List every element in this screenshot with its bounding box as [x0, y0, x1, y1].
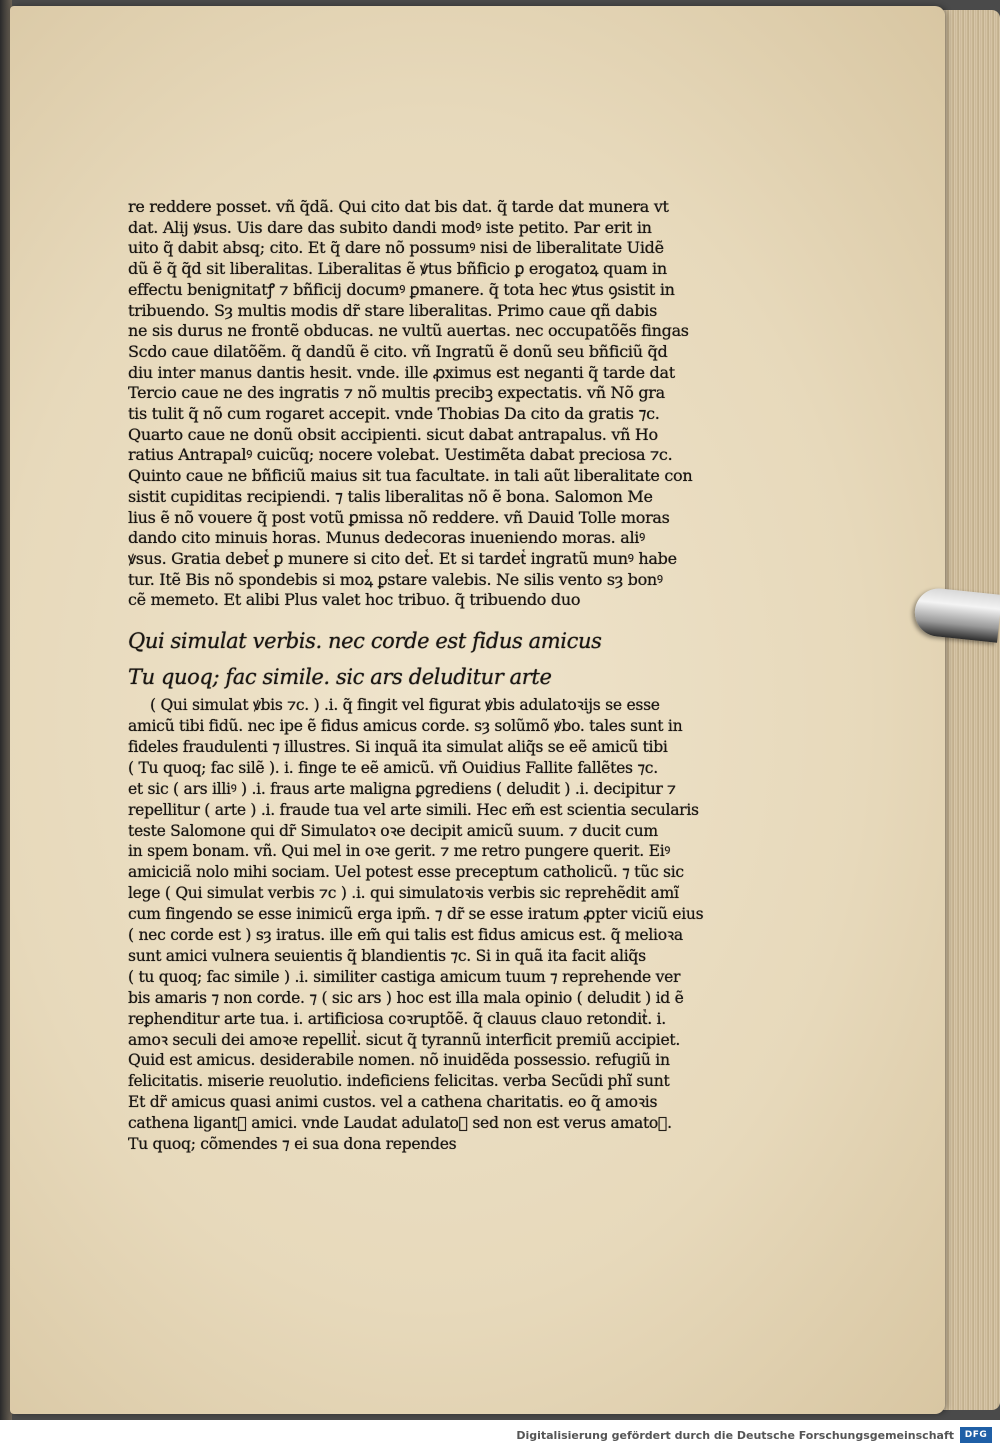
- text-line: Quarto caue ne donũ obsit accipienti. sicut dabat antrapalus. vñ Ho: [128, 424, 658, 444]
- text-line: dando cito minuis horas. Munus dedecoras inueniendo moras. aliꝰ: [128, 528, 645, 548]
- text-line: lius ẽ nõ vouere q̃ post votũ ꝑmissa nõ reddere. vñ Dauid Tolle moras: [128, 507, 670, 527]
- text-line: ( Tu quoq; fac silẽ ). i. finge te eẽ amicũ. vñ Ouidius Fallite fallẽtes ⁊c.: [128, 758, 658, 777]
- text-line: amicũ tibi fidũ. nec ipe ẽ fidus amicus corde. sȝ solũmõ ꝟbo. tales sunt in: [128, 716, 683, 735]
- text-line: repellitur ( arte ) .i. fraude tua vel arte simili. Hec em̃ est scientia secularis: [128, 800, 699, 819]
- text-line: Scdo caue dilatõẽm. q̃ dandũ ẽ cito. vñ Ingratũ ẽ donũ seu bñficiũ q̃d: [128, 341, 668, 361]
- text-line: tribuendo. Sȝ multis modis dr̃ stare liberalitas. Primo caue qñ dabis: [128, 300, 658, 320]
- text-line: Tu quoq; cõmendes ⁊ ei sua dona rependes: [128, 1135, 457, 1154]
- text-line: felicitatis. miserie reuolutio. indeficiens felicitas. verba Secũdi phĩ sunt: [128, 1072, 670, 1091]
- commentary-paragraph-2: [128, 695, 738, 1155]
- text-line: sistit cupiditas recipiendi. ⁊ talis liberalitas nõ ẽ bona. Salomon Me: [128, 486, 653, 506]
- text-line: cathena ligantᷣ amici. vnde Laudat adulatoꝛ sed non est verus amatoꝛ.: [128, 1114, 672, 1133]
- commentary-paragraph-1: [128, 197, 738, 611]
- text-line: teste Salomone qui dr̃ Simulatoꝛ oꝛe decipit amicũ suum. ⁊ ducit cum: [128, 821, 658, 840]
- text-line: tis tulit q̃ nõ cum rogaret accepit. vnde Thobias Da cito da gratis ⁊c.: [128, 404, 660, 424]
- text-line: in spem bonam. vñ. Qui mel in oꝛe gerit. ⁊ me retro pungere querit. Eiꝰ: [128, 842, 671, 861]
- verse-heading-1: Qui simulat verbis. nec corde est fidus amicus: [128, 629, 602, 654]
- text-line: Et dr̃ amicus quasi animi custos. vel a cathena charitatis. eo q̃ amoꝛis: [128, 1093, 658, 1112]
- text-line: dat. Alij ꝟsus. Uis dare das subito dandi modꝰ iste petito. Par erit in: [128, 217, 652, 237]
- text-line: diu inter manus dantis hesit. vnde. ille ꝓximus est neganti q̃ tarde dat: [128, 362, 675, 382]
- footer-bar: [0, 1420, 1000, 1448]
- text-line: ꝟsus. Gratia debetᷣ ꝑ munere si cito detᷣ. Et si tardetᷣ ingratũ munꝰ habe: [128, 548, 677, 568]
- text-line: amiciciã nolo mihi sociam. Uel potest esse preceptum catholicũ. ⁊ tũc sic: [128, 863, 684, 882]
- text-line: sunt amici vulnera seuientis q̃ blandientis ⁊c. Si in quã ita facit aliq̃s: [128, 946, 646, 965]
- text-line: effectu benignitatꝭ ⁊ bñficij documꝰ ꝑmanere. q̃ tota hec ꝟtus ꝯsistit in: [128, 279, 675, 299]
- text-line: re reddere posset. vñ q̃dã. Qui cito dat bis dat. q̃ tarde dat munera vt: [128, 197, 669, 216]
- digitization-credit: Digitalisierung gefördert durch die Deutsche Forschungsgemeinschaft: [516, 1429, 954, 1442]
- text-line: lege ( Qui simulat verbis ⁊c ) .i. qui simulatoꝛis verbis sic reprehẽdit amĩ: [128, 884, 679, 903]
- text-line: Tercio caue ne des ingratis ⁊ nõ multis precibꝫ expectatis. vñ Nõ gra: [128, 383, 665, 403]
- verse-heading-2: Tu quoq; fac simile. sic ars deluditur arte: [128, 665, 552, 690]
- text-line: uito q̃ dabit absq; cito. Et q̃ dare nõ possumꝰ nisi de liberalitate Uidẽ: [128, 238, 664, 258]
- text-line: cẽ memeto. Et alibi Plus valet hoc tribuo. q̃ tribuendo duo: [128, 590, 581, 610]
- text-line: ratius Antrapalꝰ cuicũq; nocere volebat. Uestimẽta dabat preciosa ⁊c.: [128, 445, 673, 465]
- text-line: dũ ẽ q̃ q̃d sit liberalitas. Liberalitas ẽ ꝟtus bñficio ꝑ erogatoꝝ quam in: [128, 259, 667, 279]
- text-line: fideles fraudulenti ⁊ illustres. Si inquã ita simulat aliq̃s se eẽ amicũ tibi: [128, 737, 668, 756]
- text-line: cum fingendo se esse inimicũ erga ipm̃. ⁊ dr̃ se esse iratum ꝓpter viciũ eius: [128, 905, 704, 924]
- text-line: tur. Itẽ Bis nõ spondebis si moꝝ ꝑstare valebis. Ne silis vento sȝ bonꝰ: [128, 569, 663, 589]
- dfg-logo: DFG: [960, 1427, 992, 1443]
- text-line: et sic ( ars illiꝰ ) .i. fraus arte maligna ꝑgrediens ( deludit ) .i. decipitur ⁊: [128, 779, 676, 798]
- text-line: ( tu quoq; fac simile ) .i. similiter castiga amicum tuum ⁊ reprehende ver: [128, 967, 681, 986]
- text-line: Quinto caue ne bñficiũ maius sit tua facultate. in tali aũt liberalitate con: [128, 466, 693, 486]
- text-line: bis amaris ⁊ non corde. ⁊ ( sic ars ) hoc est illa mala opinio ( deludit ) id ẽ: [128, 988, 684, 1007]
- text-line: ne sis durus ne frontẽ obducas. ne vultũ auertas. nec occupatõẽs fingas: [128, 321, 689, 341]
- text-line: Quid est amicus. desiderabile nomen. nõ inuidẽda possessio. refugiũ in: [128, 1051, 670, 1070]
- text-line: reꝑhenditur arte tua. i. artificiosa coꝛruptõẽ. q̃ clauus clauo retonditᷣ. i.: [128, 1009, 666, 1028]
- text-line: ( nec corde est ) sȝ iratus. ille em̃ qui talis est fidus amicus est. q̃ melioꝛa: [128, 926, 683, 945]
- text-line: amoꝛ seculi dei amoꝛe repellitᷣ. sicut q̃ tyrannũ interficit premiũ accipiet.: [128, 1030, 680, 1049]
- text-line: ( Qui simulat ꝟbis ⁊c. ) .i. q̃ fingit vel figurat ꝟbis adulatoꝛijs se esse: [150, 696, 660, 715]
- text-block: [128, 197, 738, 1155]
